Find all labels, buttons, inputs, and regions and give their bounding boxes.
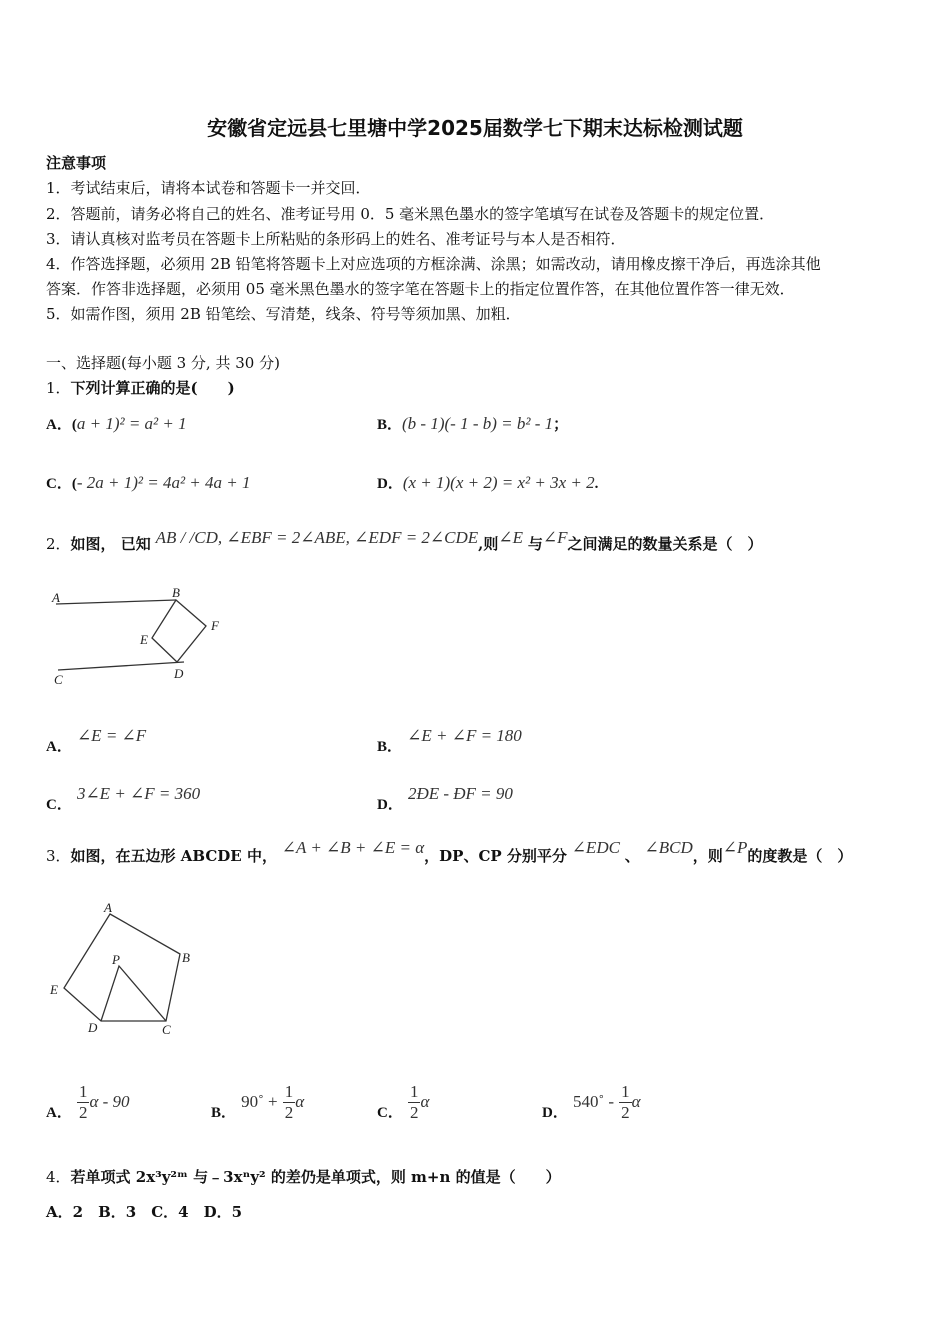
q3-option-b [211, 1082, 304, 1123]
label-a: A [52, 590, 60, 605]
q3-option-a [46, 1082, 130, 1123]
option-label: B． [377, 417, 403, 433]
option-expr: 3∠E + ∠F = 360 [76, 784, 201, 803]
fraction-half [77, 1082, 90, 1123]
option-expr: ∠E + ∠F = 180 [407, 726, 522, 745]
option-label: C． [377, 1105, 403, 1121]
option-suffix: . [594, 476, 599, 492]
q1-option-d [377, 472, 598, 493]
q1-option-a [46, 413, 187, 434]
fraction-denominator: 2 [409, 1103, 419, 1122]
option-label: D． [377, 476, 403, 492]
option-expr: - 2a + 1)² = 4a² + 4a + 1 [76, 473, 251, 492]
option-expr: 2ÐE - ÐF = 90 [407, 784, 513, 803]
option-label: B． [377, 739, 403, 755]
notice-item: 1．考试结束后，请将本试卷和答题卡一并交回． [46, 179, 371, 197]
notice-item: 4．作答选择题，必须用 2B 铅笔将答题卡上对应选项的方框涂满、涂黑；如需改动，请用橡皮擦干净后，再选涂其他 [46, 255, 821, 273]
q2-figure [46, 582, 246, 692]
pentagon-abcde [64, 914, 180, 1021]
angle-e: ∠E [498, 528, 524, 547]
label-e: E [50, 982, 58, 997]
section-heading: 一、选择题(每小题 3 分, 共 30 分) [46, 354, 280, 372]
line-ab [56, 600, 176, 604]
q4-options: A．2 B．3 C．4 D．5 [46, 1203, 243, 1221]
question-stem-pre: 如图， 已知 [70, 535, 151, 553]
option-label: C． [46, 476, 72, 492]
question-stem-text: ，则 [692, 847, 723, 865]
option-expr: α [631, 1092, 641, 1111]
fraction-numerator: 1 [284, 1082, 294, 1101]
angle-edc: ∠EDC [571, 838, 620, 857]
label-c: C [54, 672, 63, 687]
fraction-half [408, 1082, 421, 1123]
line-cd [58, 662, 184, 670]
question-stem-post: 之间满足的数量关系是（ ） [567, 535, 763, 553]
question-stem-text: 、 [624, 847, 640, 865]
question-condition: ∠A + ∠B + ∠E = α [281, 838, 425, 857]
question-stem-text: 与 [527, 535, 543, 553]
option-label: D． [377, 797, 403, 813]
quad-befd [152, 600, 206, 662]
angle-bcd: ∠BCD [644, 838, 693, 857]
fraction-numerator: 1 [409, 1082, 419, 1101]
angle-f: ∠F [542, 528, 568, 547]
option-suffix: ； [553, 417, 569, 433]
fraction-denominator: 2 [621, 1103, 630, 1122]
label-d: D [174, 666, 184, 681]
question-stem-pre: 如图，在五边形 ABCDE 中， [70, 847, 277, 865]
question-number: 3． [46, 847, 71, 865]
bisectors-dp-cp [101, 966, 166, 1021]
option-label: B． [211, 1105, 237, 1121]
option-expr: α [295, 1092, 305, 1111]
question-stem-text: ,则 [478, 535, 499, 553]
label-d: D [88, 1020, 98, 1035]
fraction-denominator: 2 [78, 1103, 88, 1122]
label-b: B [182, 950, 190, 965]
option-expr: ∠E = ∠F [76, 726, 147, 745]
angle-p: ∠P [722, 838, 748, 857]
question-4 [46, 1166, 561, 1187]
label-e: E [140, 632, 148, 647]
fraction-numerator: 1 [621, 1082, 630, 1101]
option-prefix: ( [71, 476, 77, 492]
option-label: D． [542, 1105, 568, 1121]
option-pre: 90˚ + [241, 1092, 278, 1111]
question-stem-post: 的度教是（ ） [747, 847, 853, 865]
label-b: B [172, 585, 180, 600]
question-3 [46, 838, 853, 866]
question-number: 1． [46, 379, 71, 397]
option-pre: 540˚ - [572, 1092, 615, 1111]
question-number: 2． [46, 535, 71, 553]
option-prefix: ( [71, 417, 77, 433]
q3-figure [46, 896, 206, 1041]
option-label: A． [46, 1105, 72, 1121]
fraction-half [283, 1082, 296, 1123]
option-expr: (b - 1)(- 1 - b) = b² - 1 [402, 414, 554, 433]
q3-option-d [542, 1082, 641, 1123]
notice-item: 2．答题前，请务必将自己的姓名、准考证号用 0．5 毫米黑色墨水的签字笔填写在试卷及答题卡的规定位置． [46, 205, 775, 223]
option-expr: a + 1)² = a² + 1 [76, 414, 187, 433]
label-p: P [112, 952, 120, 967]
q2-option-c [46, 783, 201, 813]
q2-option-b [377, 725, 522, 755]
notice-item: 5．如需作图，须用 2B 铅笔绘、写清楚，线条、符号等须加黑、加粗． [46, 305, 521, 323]
option-expr: (x + 1)(x + 2) = x² + 3x + 2 [402, 473, 595, 492]
option-expr: α - 90 [89, 1092, 130, 1111]
q3-option-c [377, 1082, 429, 1123]
q1-option-b [377, 413, 568, 434]
question-2 [46, 528, 763, 554]
notice-item: 3．请认真核对监考员在答题卡上所粘贴的条形码上的姓名、准考证号与本人是否相符． [46, 230, 626, 248]
fraction-half [619, 1082, 632, 1123]
question-stem: 下列计算正确的是( ) [70, 379, 235, 397]
label-a: A [104, 900, 112, 915]
question-number: 4． [46, 1168, 71, 1186]
option-label: A． [46, 417, 72, 433]
q2-option-d [377, 783, 513, 813]
question-stem: 若单项式 2x³y²ᵐ 与﹣3xⁿy² 的差仍是单项式，则 m+n 的值是（ ） [70, 1168, 561, 1186]
q1-option-c [46, 472, 251, 493]
label-f: F [211, 618, 219, 633]
fraction-denominator: 2 [284, 1103, 294, 1122]
option-label: C． [46, 797, 72, 813]
question-stem-text: ，DP、CP 分别平分 [424, 847, 567, 865]
option-expr: α [420, 1092, 430, 1111]
option-label: A． [46, 739, 72, 755]
question-condition: AB / /CD, ∠EBF = 2∠ABE, ∠EDF = 2∠CDE [155, 528, 479, 547]
notice-heading: 注意事项 [46, 154, 107, 172]
q2-option-a [46, 725, 147, 755]
page-title: 安徽省定远县七里塘中学2025届数学七下期末达标检测试题 [207, 116, 743, 140]
fraction-numerator: 1 [78, 1082, 88, 1101]
question-1 [46, 377, 235, 398]
label-c: C [162, 1022, 171, 1037]
notice-item: 答案．作答非选择题，必须用 05 毫米黑色墨水的签字笔在答题卡上的指定位置作答，在其他位置作答一律无效． [46, 280, 795, 298]
